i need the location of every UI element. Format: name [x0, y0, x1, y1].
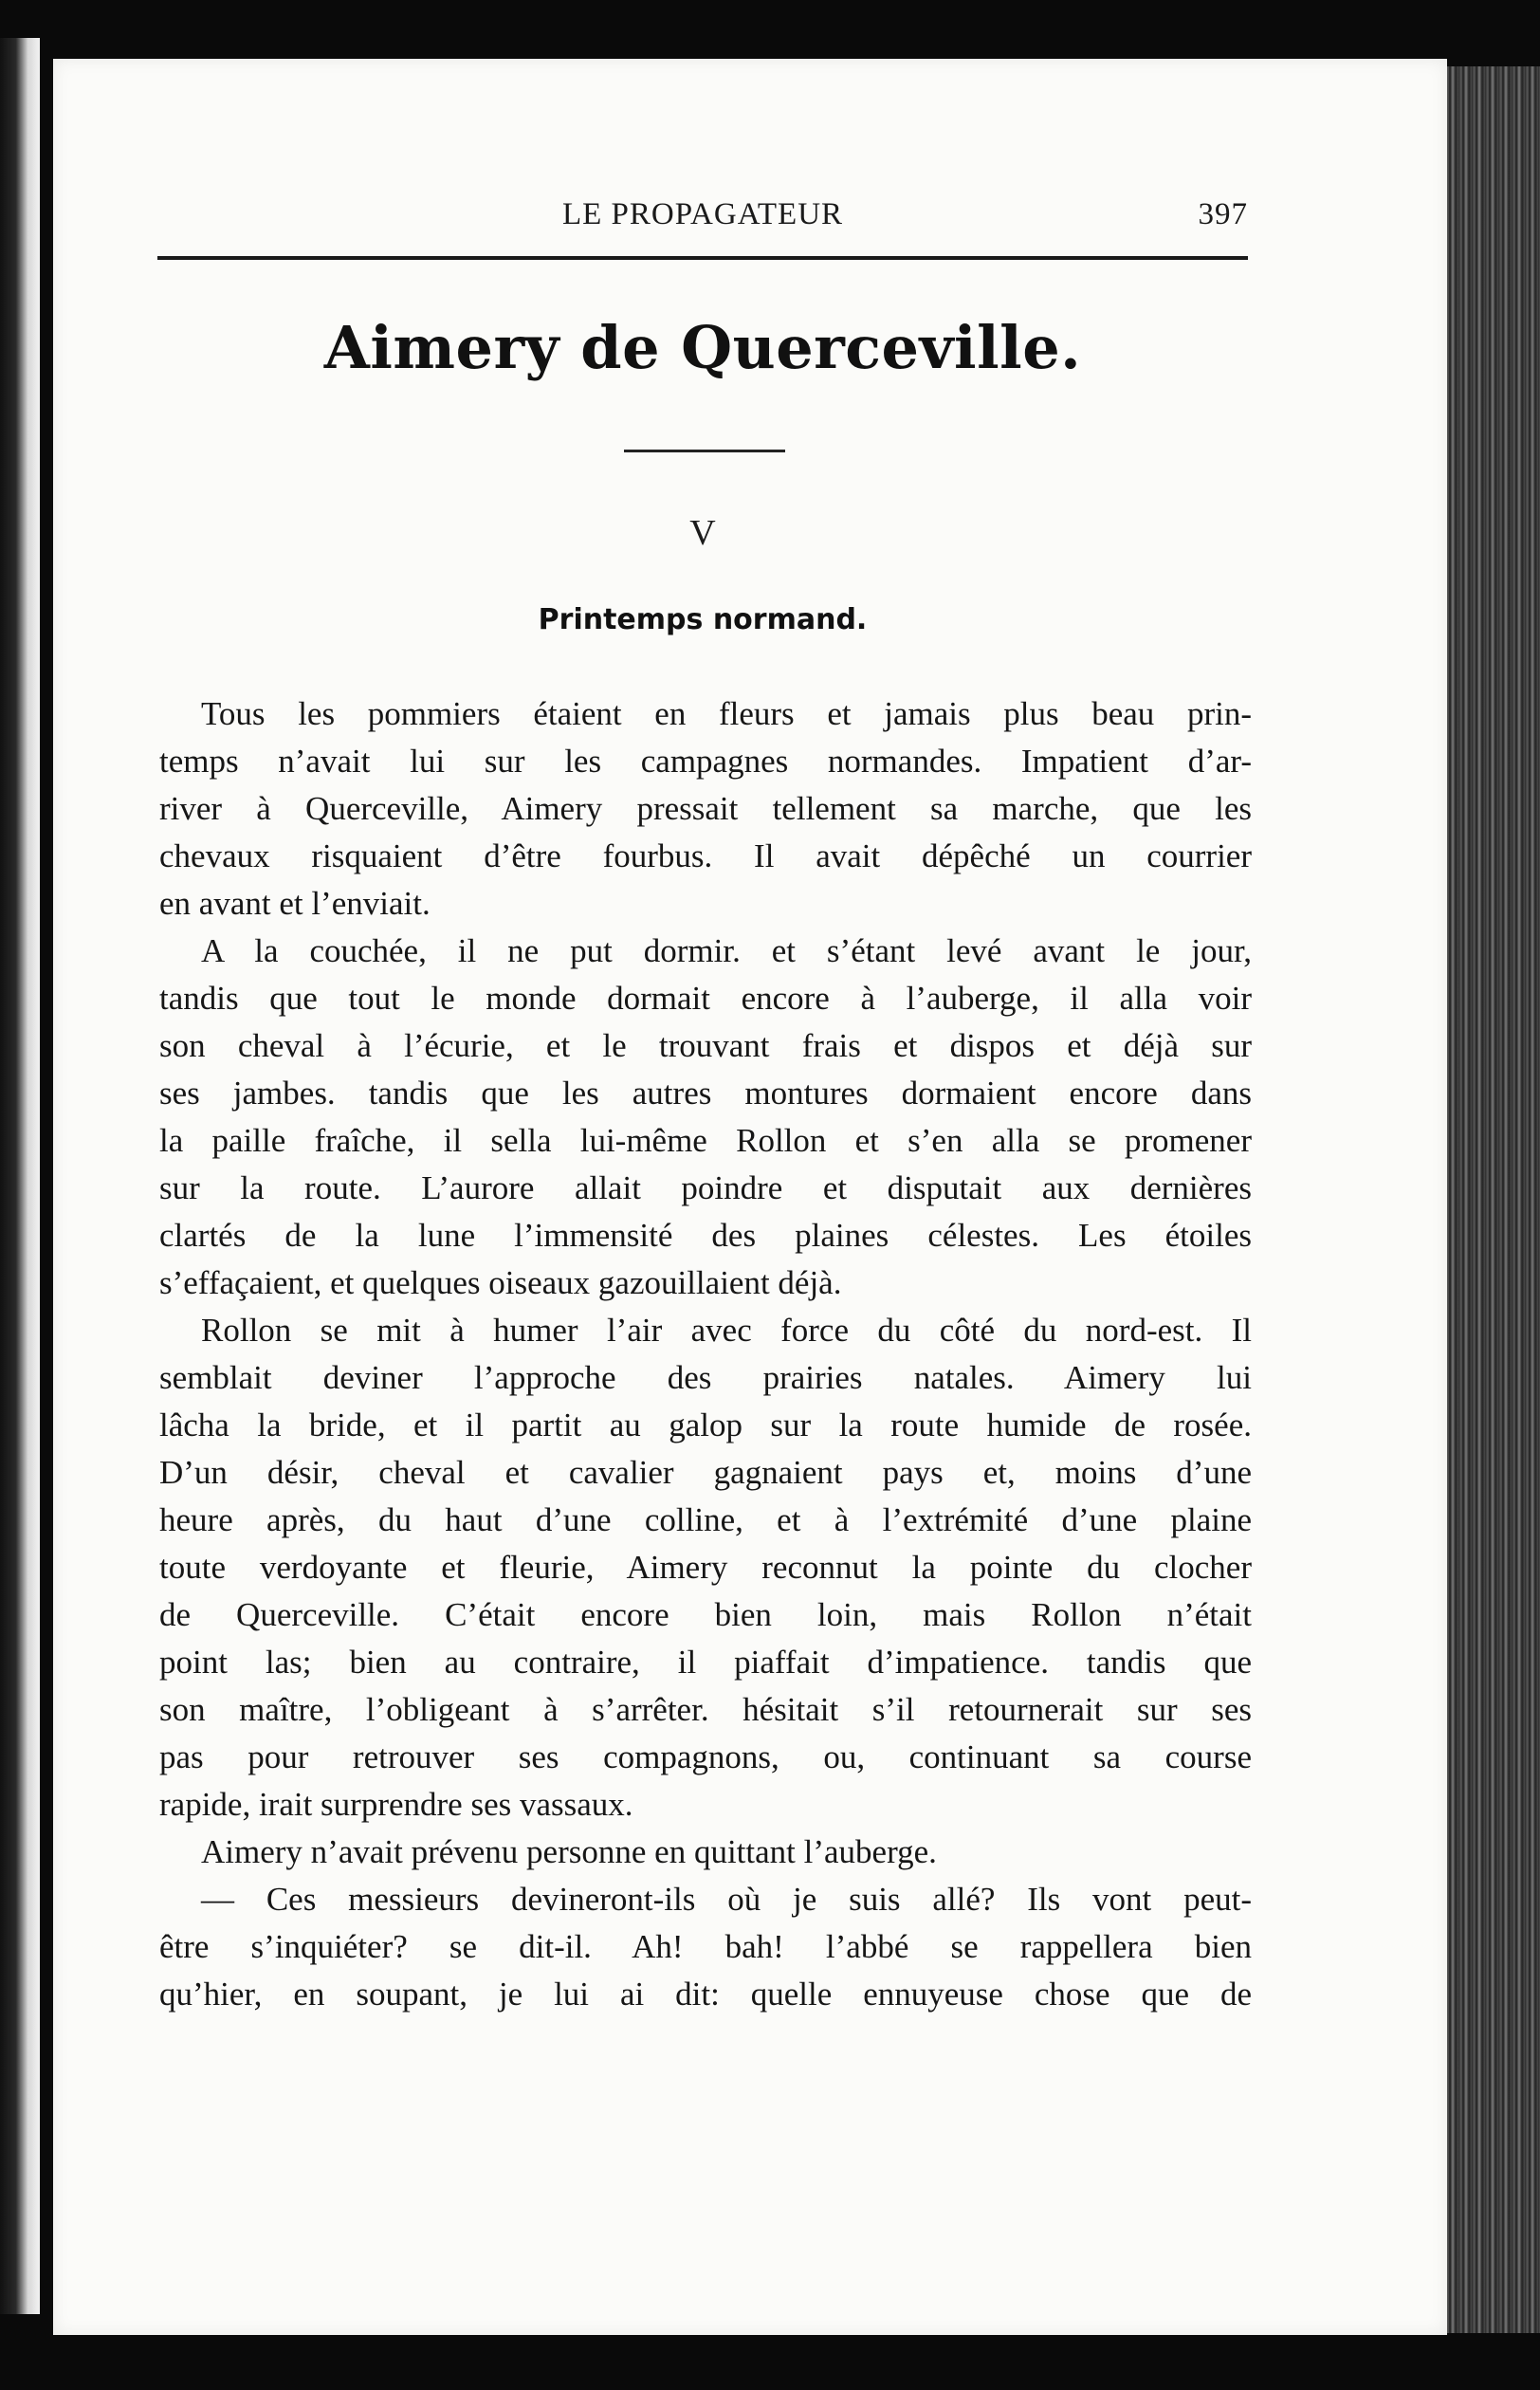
text-line: Aimery n’avait prévenu personne en quittant l’auberge. [201, 1833, 937, 1870]
text-line: river à Querceville, Aimery pressait tellement sa marche, que les [159, 790, 1252, 827]
text-line: — Ces messieurs devineront-ils où je suis allé? Ils vont peut- [201, 1881, 1252, 1918]
text-line: Tous les pommiers étaient en fleurs et jamais plus beau prin- [201, 695, 1252, 732]
text-line: heure après, du haut d’une colline, et à l’extrémité d’une plaine [159, 1501, 1252, 1538]
running-head [157, 197, 1248, 250]
text-line: A la couchée, il ne put dormir. et s’étant levé avant le jour, [201, 932, 1252, 969]
article-title: Aimery de Querceville. [323, 313, 1082, 382]
text-line: pas pour retrouver ses compagnons, ou, continuant sa course [159, 1738, 1252, 1775]
text-line: clartés de la lune l’immensité des plaines célestes. Les étoiles [159, 1217, 1252, 1254]
text-line: la paille fraîche, il sella lui-même Rollon et s’en alla se promener [159, 1122, 1252, 1159]
text-line: son cheval à l’écurie, et le trouvant frais et dispos et déjà sur [159, 1027, 1252, 1064]
header-rule [157, 256, 1248, 260]
chapter-title: Printemps normand. [538, 603, 868, 636]
text-line: être s’inquiéter? se dit-il. Ah! bah! l’abbé se rappellera bien [159, 1928, 1252, 1965]
text-line: en avant et l’enviait. [159, 885, 431, 922]
page-number: 397 [1198, 197, 1248, 231]
running-head-title: LE PROPAGATEUR [561, 197, 844, 231]
text-line: de Querceville. C’était encore bien loin, mais Rollon n’était [159, 1596, 1252, 1633]
text-line: rapide, irait surprendre ses vassaux. [159, 1786, 633, 1823]
body-text [159, 690, 1252, 2018]
text-line: point las; bien au contraire, il piaffait d’impatience. tandis que [159, 1644, 1252, 1681]
chapter-number: V [689, 513, 716, 553]
text-line: temps n’avait lui sur les campagnes normandes. Impatient d’ar- [159, 743, 1252, 780]
text-line: son maître, l’obligeant à s’arrêter. hésitait s’il retournerait sur ses [159, 1691, 1252, 1728]
text-line: toute verdoyante et fleurie, Aimery reconnut la pointe du clocher [159, 1549, 1252, 1586]
text-line: semblait deviner l’approche des prairies natales. Aimery lui [159, 1359, 1252, 1396]
text-line: ses jambes. tandis que les autres montures dormaient encore dans [159, 1075, 1252, 1112]
page-stack-edges [1432, 66, 1540, 2333]
text-line: sur la route. L’aurore allait poindre et disputait aux dernières [159, 1169, 1252, 1206]
text-line: lâcha la bride, et il partit au galop sur la route humide de rosée. [159, 1406, 1252, 1443]
text-line: chevaux risquaient d’être fourbus. Il avait dépêché un courrier [159, 837, 1252, 874]
text-line: tandis que tout le monde dormait encore à l’auberge, il alla voir [159, 980, 1252, 1017]
text-line: D’un désir, cheval et cavalier gagnaient pays et, moins d’une [159, 1454, 1252, 1491]
title-divider [624, 450, 785, 452]
facing-page-edge [0, 38, 40, 2314]
text-line: qu’hier, en soupant, je lui ai dit: quelle ennuyeuse chose que de [159, 1976, 1252, 2013]
text-line: s’effaçaient, et quelques oiseaux gazouillaient déjà. [159, 1264, 842, 1301]
text-line: Rollon se mit à humer l’air avec force du côté du nord-est. Il [201, 1312, 1252, 1349]
